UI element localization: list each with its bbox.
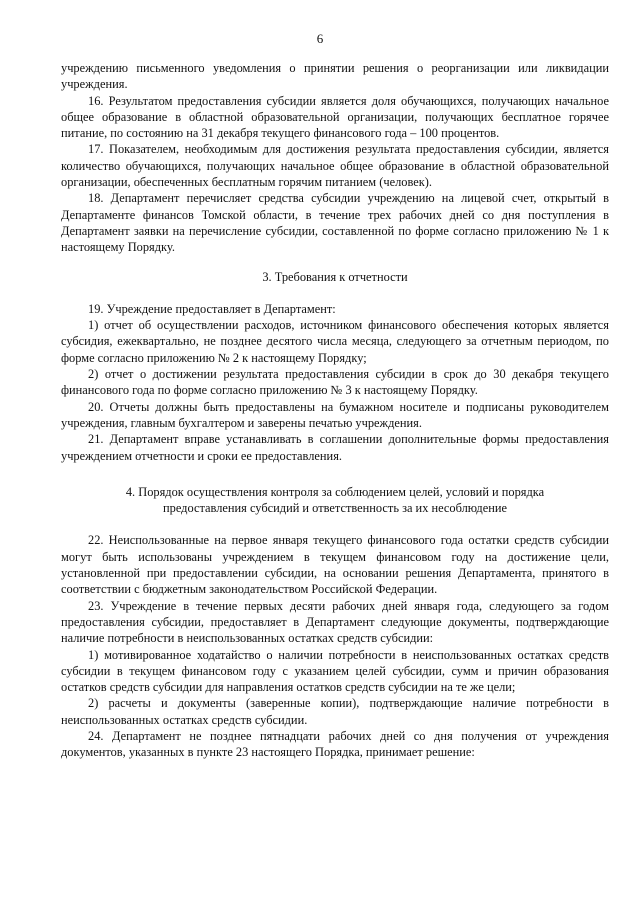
paragraph-17: 17. Показателем, необходимым для достижения результата предоставления субсидии, является количество обучающихся, получающих начальное общее образование в областной образовательной организации, обеспеченных бесплатным горячим питанием (человек). bbox=[61, 142, 609, 190]
paragraph-19-item-2: 2) отчет о достижении результата предоставления субсидии в срок до 30 декабря текущего финансового года по форме согласно приложению № 3 к настоящему Порядку. bbox=[61, 367, 609, 398]
page-number: 6 bbox=[316, 31, 324, 46]
document-body bbox=[61, 60, 609, 761]
paragraph-continuation: учреждению письменного уведомления о принятии решения о реорганизации или ликвидации учреждения. bbox=[61, 61, 609, 92]
paragraph-21: 21. Департамент вправе устанавливать в соглашении дополнительные формы предоставления учреждением отчетности и сроки ее предоставления. bbox=[61, 432, 609, 463]
paragraph-23-item-1: 1) мотивированное ходатайство о наличии потребности в неиспользованных остатках средств субсидии в текущем финансовом году с указанием целей субсидии, сумм и причин образования остатков средств субсидии для направления остатков средств субсидии на те же цели; bbox=[61, 647, 609, 695]
paragraph-16: 16. Результатом предоставления субсидии является доля обучающихся, получающих начальное общее образование в областной образовательной организации, получающих бесплатное горячее питание, по состоянию на 31 декабря текущего финансового года – 100 процентов. bbox=[61, 93, 609, 141]
paragraph-23: 23. Учреждение в течение первых десяти рабочих дней января года, следующего за годом предоставления субсидии, предоставляет в Департамент следующие документы, подтверждающие наличие потребности в неиспользованных остатках средств субсидии: bbox=[61, 598, 609, 646]
section-3-heading: 3. Требования к отчетности bbox=[262, 269, 408, 284]
paragraph-20: 20. Отчеты должны быть предоставлены на бумажном носителе и подписаны руководителем учреждения, главным бухгалтером и заверены печатью учреждения. bbox=[61, 399, 609, 430]
paragraph-24: 24. Департамент не позднее пятнадцати рабочих дней со дня получения от учреждения документов, указанных в пункте 23 настоящего Порядка, принимает решение: bbox=[61, 728, 609, 760]
paragraph-19: 19. Учреждение предоставляет в Департамент: bbox=[88, 301, 336, 316]
section-4-heading-line-1: 4. Порядок осуществления контроля за соблюдением целей, условий и порядка bbox=[125, 484, 545, 499]
paragraph-22: 22. Неиспользованные на первое января текущего финансового года остатки средств субсидии могут быть использованы учреждением в текущем финансовом году на достижение цели, установленной при предоставлении субсидии, на основании решения Департамента, принятого в соответствии с бюджетным законодательством Российской Федерации. bbox=[61, 533, 609, 597]
section-4-heading-line-2: предоставления субсидий и ответственность за их несоблюдение bbox=[163, 501, 507, 516]
paragraph-23-item-2: 2) расчеты и документы (заверенные копии), подтверждающие наличие потребности в неиспользованных остатках средств субсидии. bbox=[61, 696, 609, 727]
paragraph-19-item-1: 1) отчет об осуществлении расходов, источником финансового обеспечения которых является субсидия, ежеквартально, не позднее десятого числа месяца, следующего за отчетным периодом, по форме согласно приложению № 2 к настоящему Порядку; bbox=[61, 318, 609, 365]
paragraph-18: 18. Департамент перечисляет средства субсидии учреждению на лицевой счет, открытый в Департаменте финансов Томской области, в течение трех рабочих дней со дня поступления в Департамент заявки на перечисление субсидии, составленной по форме согласно приложению № 1 к настоящему Порядку. bbox=[61, 191, 609, 255]
